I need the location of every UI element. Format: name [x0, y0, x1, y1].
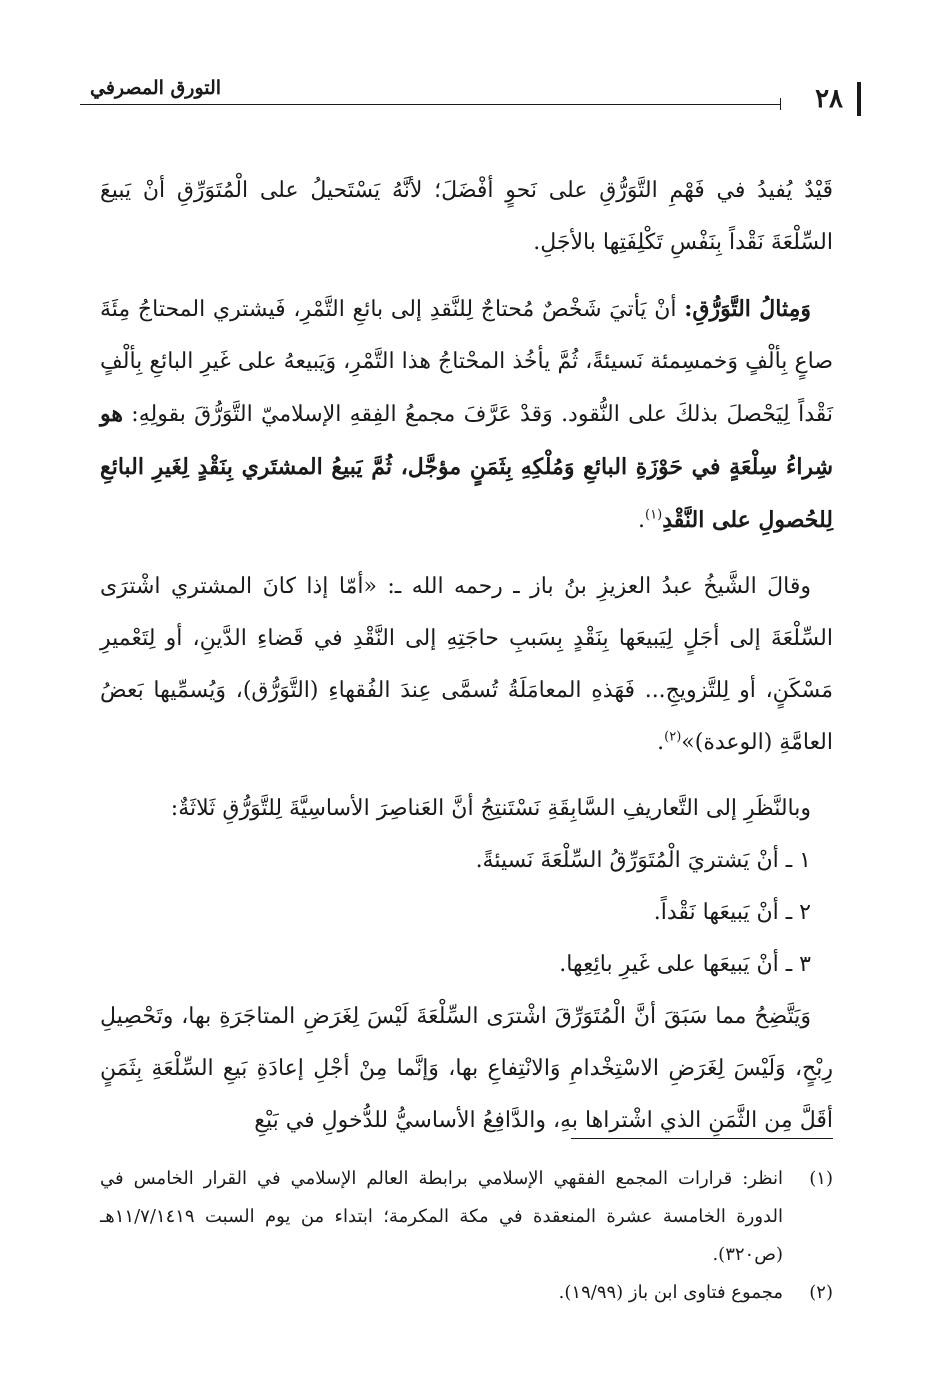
paragraph-2-end: . [638, 508, 646, 533]
footnote-1-number: (١) [809, 1168, 833, 1189]
paragraph-3-end: . [657, 730, 665, 755]
paragraph-2-text: أنْ يَأتيَ شَخْصٌ مُحتاجٌ لِلنَّقدِ إلى بائعِ التَّمْرِ، فَيشتري المحتاجُ مِئَةَ صاعٍ بِألْفٍ وَخمسِمئة نَسيئةً، ثُمَّ يأخُذ المحْتاجُ هذا التَّمْرِ، وَيَبيعهُ على غَيرِ البائعِ بِألْفٍ نَقْداً لِيَحْصلَ بذلكَ على النُّقود. وَقدْ عَرَّفَ مجمعُ الفِقهِ الإسلاميّ التَّوَرُّقَ بقولِهِ: [100, 297, 833, 427]
paragraph-2-definition: هو شِراءُ سِلْعَةٍ في حَوْزَةِ البائعِ وَمُلْكِهِ بِثَمَنٍ مؤجَّل، ثُمَّ يَبيعُ المشتَري بِنَقْدٍ لِغَيرِ البائعِ لِلحُصولِ على النَّقْدِ [100, 401, 833, 533]
running-title: التورق المصرفي [90, 77, 222, 99]
paragraph-5: وَيَتَّضِحُ مما سَبَقَ أنَّ الْمُتَوَرِّقَ اشْترَى السِّلْعَةَ لَيْسَ لِغَرَضِ المتاجَرَةِ بها، وتَحْصِيلِ رِبْحٍ، وَلَيْسَ لِغَرَضِ الاسْتِخْدامِ وَالانْتِفاعِ بها، وَإنَّما مِنْ أجْلِ إعادَةِ بَيعِ السِّلْعَةِ بِثَمَنٍ أقَلَّ مِن الثَّمَنِ الذي اشْتراها بهِ، والدَّافِعُ الأساسيُّ للدُّخولِ في بَيْعِ [100, 1004, 833, 1133]
paragraph-2 [100, 283, 833, 547]
list-item-1: ١ ـ أنْ يَشتريَ الْمُتَوَرِّقُ السِّلْعَةَ نَسيئةً. [475, 848, 811, 873]
footnote-2-number: (٢) [809, 1282, 833, 1303]
page-number: ٢٨ [815, 82, 861, 116]
paragraph-2-lead: وَمِثالُ التَّوَرُّقِ: [684, 296, 811, 322]
body-text [100, 165, 833, 1147]
list-item-2: ٢ ـ أنْ يَبيعَها نَقْداً. [653, 900, 811, 925]
paragraph-4: وبالنَّظَرِ إلى التَّعاريفِ السَّابِقَةِ نَسْتَنتِجُ أنَّ العَناصِرَ الأساسِيَّةَ لِلتَّوَرُّقِ ثَلاثَةٌ: [170, 796, 811, 821]
footnote-ref-1[interactable]: (١) [645, 507, 663, 523]
footnote-1-text: انظر: قرارات المجمع الفقهي الإسلامي برابطة العالم الإسلامي في القرار الخامس في الدورة الخامسة عشرة المنعقدة في مكة المكرمة؛ ابتداء من يوم السبت ١١/٧/١٤١٩هـ (ص٣٢٠). [100, 1168, 783, 1265]
running-header [80, 68, 861, 118]
footnote-2-text: مجموع فتاوى ابن باز (١٩/٩٩). [558, 1282, 783, 1303]
paragraph-3 [100, 561, 833, 769]
paragraph-1: قَيْدٌ يُفيدُ في فَهْمِ التَّوَرُّقِ على نَحوٍ أفْضَلَ؛ لأنَّهُ يَسْتَحيلُ على الْمُتَوَرِّقِ أنْ يَبيعَ السِّلْعَةَ نَقْداً بِنَفْسِ تَكْلِفَتِها بالأجَلِ. [100, 178, 833, 255]
footnote-separator [571, 1138, 833, 1139]
footnote-ref-2[interactable]: (٢) [664, 729, 682, 745]
footnotes [100, 1160, 833, 1312]
header-rule [80, 104, 781, 105]
footnote-1 [100, 1160, 833, 1274]
list-item-3: ٣ ـ أنْ يَبيعَها على غَيرِ بائِعِها. [559, 952, 811, 977]
footnote-2 [100, 1274, 833, 1312]
paragraph-3-text: وقالَ الشَّيخُ عبدُ العزيزِ بنُ باز ـ رحمه الله ـ: «أمّا إذا كانَ المشتري اشْترَى السِّلْعَةَ إلى أجَلٍ لِيَبيعَها بِنَقْدٍ بِسَببِ حاجَتِهِ إلى النَّقْدِ في قَضاءِ الدَّينِ، أو لِتَعْميرِ مَسْكَنٍ، أو لِلتَّزويجِ... فَهَذهِ المعامَلَةُ تُسمَّى عِندَ الفُقهاءِ (التَّوَرُّق)، وَيُسمِّيها بَعضُ العامَّةِ (الوعدة)» [100, 574, 833, 755]
